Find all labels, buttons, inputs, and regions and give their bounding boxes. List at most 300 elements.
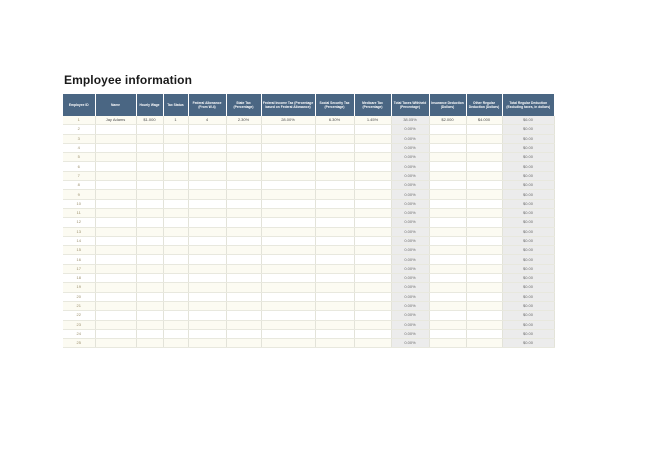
cell-federal-income-tax[interactable] [261, 199, 315, 208]
cell-medicare-tax[interactable] [354, 125, 391, 134]
cell-federal-income-tax[interactable] [261, 320, 315, 329]
cell-total-taxes-withheld[interactable]: 0.00% [391, 199, 429, 208]
cell-social-security-tax[interactable] [315, 218, 354, 227]
cell-other-regular-deduction[interactable] [466, 153, 502, 162]
cell-federal-allowance[interactable] [188, 171, 226, 180]
cell-medicare-tax[interactable] [354, 339, 391, 348]
cell-federal-allowance[interactable] [188, 283, 226, 292]
cell-other-regular-deduction[interactable] [466, 320, 502, 329]
cell-state-tax[interactable]: 2.30% [226, 116, 261, 125]
cell-employee-id[interactable]: 5 [63, 153, 95, 162]
cell-insurance-deduction[interactable] [429, 246, 466, 255]
cell-name[interactable] [95, 208, 136, 217]
cell-federal-income-tax[interactable] [261, 125, 315, 134]
cell-total-taxes-withheld[interactable]: 0.00% [391, 255, 429, 264]
cell-employee-id[interactable]: 3 [63, 134, 95, 143]
cell-social-security-tax[interactable] [315, 143, 354, 152]
cell-employee-id[interactable]: 21 [63, 301, 95, 310]
cell-total-regular-deduction[interactable]: $0.00 [502, 125, 554, 134]
cell-federal-income-tax[interactable] [261, 171, 315, 180]
cell-insurance-deduction[interactable] [429, 153, 466, 162]
cell-federal-allowance[interactable] [188, 218, 226, 227]
cell-tax-status[interactable] [163, 227, 188, 236]
cell-state-tax[interactable] [226, 329, 261, 338]
column-header-total-regular-deduction[interactable]: Total Regular Deduction (Excluding taxes, in dollars) [502, 94, 554, 116]
cell-medicare-tax[interactable] [354, 274, 391, 283]
cell-state-tax[interactable] [226, 283, 261, 292]
cell-state-tax[interactable] [226, 199, 261, 208]
cell-tax-status[interactable] [163, 153, 188, 162]
cell-name[interactable] [95, 292, 136, 301]
cell-total-regular-deduction[interactable]: $0.00 [502, 171, 554, 180]
cell-employee-id[interactable]: 2 [63, 125, 95, 134]
cell-state-tax[interactable] [226, 274, 261, 283]
cell-medicare-tax[interactable] [354, 171, 391, 180]
cell-state-tax[interactable] [226, 311, 261, 320]
cell-total-regular-deduction[interactable]: $0.00 [502, 255, 554, 264]
cell-hourly-wage[interactable] [136, 255, 163, 264]
cell-total-regular-deduction[interactable]: $0.00 [502, 320, 554, 329]
cell-state-tax[interactable] [226, 264, 261, 273]
cell-total-regular-deduction[interactable]: $0.00 [502, 292, 554, 301]
cell-state-tax[interactable] [226, 301, 261, 310]
cell-state-tax[interactable] [226, 218, 261, 227]
cell-social-security-tax[interactable] [315, 236, 354, 245]
column-header-state-tax[interactable]: State Tax (Percentage) [226, 94, 261, 116]
cell-other-regular-deduction[interactable] [466, 199, 502, 208]
cell-medicare-tax[interactable]: 1.45% [354, 116, 391, 125]
cell-other-regular-deduction[interactable] [466, 162, 502, 171]
cell-insurance-deduction[interactable] [429, 181, 466, 190]
cell-state-tax[interactable] [226, 181, 261, 190]
cell-total-regular-deduction[interactable]: $6.00 [502, 116, 554, 125]
cell-federal-income-tax[interactable] [261, 153, 315, 162]
cell-hourly-wage[interactable] [136, 153, 163, 162]
cell-social-security-tax[interactable] [315, 329, 354, 338]
cell-total-regular-deduction[interactable]: $0.00 [502, 208, 554, 217]
cell-other-regular-deduction[interactable] [466, 301, 502, 310]
cell-other-regular-deduction[interactable] [466, 311, 502, 320]
cell-total-taxes-withheld[interactable]: 0.00% [391, 143, 429, 152]
cell-tax-status[interactable] [163, 143, 188, 152]
cell-employee-id[interactable]: 8 [63, 181, 95, 190]
cell-insurance-deduction[interactable] [429, 190, 466, 199]
cell-federal-allowance[interactable] [188, 153, 226, 162]
cell-federal-allowance[interactable] [188, 255, 226, 264]
cell-other-regular-deduction[interactable] [466, 171, 502, 180]
cell-social-security-tax[interactable] [315, 190, 354, 199]
cell-insurance-deduction[interactable] [429, 274, 466, 283]
column-header-social-security-tax[interactable]: Social Security Tax (Percentage) [315, 94, 354, 116]
cell-state-tax[interactable] [226, 227, 261, 236]
cell-federal-income-tax[interactable] [261, 190, 315, 199]
cell-tax-status[interactable] [163, 162, 188, 171]
cell-social-security-tax[interactable] [315, 227, 354, 236]
cell-hourly-wage[interactable] [136, 292, 163, 301]
cell-total-regular-deduction[interactable]: $0.00 [502, 311, 554, 320]
cell-total-regular-deduction[interactable]: $0.00 [502, 301, 554, 310]
cell-total-regular-deduction[interactable]: $0.00 [502, 339, 554, 348]
cell-insurance-deduction[interactable] [429, 264, 466, 273]
cell-total-taxes-withheld[interactable]: 0.00% [391, 292, 429, 301]
cell-other-regular-deduction[interactable]: $4.000 [466, 116, 502, 125]
cell-insurance-deduction[interactable] [429, 255, 466, 264]
cell-total-taxes-withheld[interactable]: 0.00% [391, 134, 429, 143]
cell-social-security-tax[interactable] [315, 199, 354, 208]
cell-name[interactable]: Jay Adams [95, 116, 136, 125]
cell-federal-allowance[interactable] [188, 339, 226, 348]
column-header-total-taxes-withheld[interactable]: Total Taxes Withheld (Percentage) [391, 94, 429, 116]
cell-employee-id[interactable]: 6 [63, 162, 95, 171]
cell-total-taxes-withheld[interactable]: 0.00% [391, 171, 429, 180]
cell-name[interactable] [95, 162, 136, 171]
cell-insurance-deduction[interactable] [429, 283, 466, 292]
cell-hourly-wage[interactable] [136, 301, 163, 310]
cell-social-security-tax[interactable] [315, 153, 354, 162]
cell-other-regular-deduction[interactable] [466, 236, 502, 245]
cell-tax-status[interactable] [163, 255, 188, 264]
cell-hourly-wage[interactable] [136, 227, 163, 236]
cell-federal-allowance[interactable] [188, 264, 226, 273]
cell-federal-income-tax[interactable] [261, 134, 315, 143]
cell-total-regular-deduction[interactable]: $0.00 [502, 134, 554, 143]
cell-medicare-tax[interactable] [354, 283, 391, 292]
cell-total-taxes-withheld[interactable]: 0.00% [391, 283, 429, 292]
cell-social-security-tax[interactable] [315, 311, 354, 320]
cell-insurance-deduction[interactable] [429, 134, 466, 143]
cell-insurance-deduction[interactable] [429, 311, 466, 320]
cell-employee-id[interactable]: 15 [63, 246, 95, 255]
cell-state-tax[interactable] [226, 190, 261, 199]
column-header-insurance-deduction[interactable]: Insurance Deduction (Dollars) [429, 94, 466, 116]
cell-tax-status[interactable] [163, 190, 188, 199]
cell-medicare-tax[interactable] [354, 320, 391, 329]
cell-federal-allowance[interactable] [188, 181, 226, 190]
cell-hourly-wage[interactable] [136, 320, 163, 329]
cell-federal-income-tax[interactable] [261, 264, 315, 273]
cell-other-regular-deduction[interactable] [466, 255, 502, 264]
cell-insurance-deduction[interactable] [429, 329, 466, 338]
cell-social-security-tax[interactable] [315, 162, 354, 171]
cell-state-tax[interactable] [226, 125, 261, 134]
cell-social-security-tax[interactable] [315, 274, 354, 283]
cell-social-security-tax[interactable] [315, 301, 354, 310]
cell-total-regular-deduction[interactable]: $0.00 [502, 264, 554, 273]
cell-employee-id[interactable]: 22 [63, 311, 95, 320]
cell-state-tax[interactable] [226, 246, 261, 255]
cell-total-taxes-withheld[interactable]: 0.00% [391, 311, 429, 320]
cell-insurance-deduction[interactable] [429, 171, 466, 180]
cell-medicare-tax[interactable] [354, 134, 391, 143]
cell-tax-status[interactable] [163, 125, 188, 134]
cell-name[interactable] [95, 283, 136, 292]
cell-name[interactable] [95, 274, 136, 283]
cell-social-security-tax[interactable] [315, 181, 354, 190]
column-header-hourly-wage[interactable]: Hourly Wage [136, 94, 163, 116]
cell-state-tax[interactable] [226, 292, 261, 301]
cell-federal-allowance[interactable] [188, 134, 226, 143]
cell-federal-income-tax[interactable] [261, 227, 315, 236]
cell-other-regular-deduction[interactable] [466, 283, 502, 292]
cell-federal-income-tax[interactable] [261, 339, 315, 348]
column-header-tax-status[interactable]: Tax Status [163, 94, 188, 116]
cell-social-security-tax[interactable] [315, 171, 354, 180]
cell-insurance-deduction[interactable] [429, 236, 466, 245]
cell-medicare-tax[interactable] [354, 311, 391, 320]
cell-social-security-tax[interactable] [315, 255, 354, 264]
cell-total-taxes-withheld[interactable]: 0.00% [391, 236, 429, 245]
cell-state-tax[interactable] [226, 143, 261, 152]
cell-employee-id[interactable]: 24 [63, 329, 95, 338]
cell-state-tax[interactable] [226, 171, 261, 180]
cell-tax-status[interactable] [163, 283, 188, 292]
cell-federal-allowance[interactable] [188, 162, 226, 171]
cell-name[interactable] [95, 171, 136, 180]
cell-employee-id[interactable]: 14 [63, 236, 95, 245]
cell-federal-allowance[interactable]: 4 [188, 116, 226, 125]
cell-medicare-tax[interactable] [354, 143, 391, 152]
cell-name[interactable] [95, 227, 136, 236]
cell-federal-income-tax[interactable] [261, 218, 315, 227]
cell-total-taxes-withheld[interactable]: 0.00% [391, 339, 429, 348]
cell-social-security-tax[interactable] [315, 208, 354, 217]
cell-federal-allowance[interactable] [188, 227, 226, 236]
cell-hourly-wage[interactable] [136, 218, 163, 227]
cell-hourly-wage[interactable] [136, 283, 163, 292]
cell-name[interactable] [95, 255, 136, 264]
cell-total-taxes-withheld[interactable]: 0.00% [391, 246, 429, 255]
cell-federal-allowance[interactable] [188, 301, 226, 310]
cell-total-taxes-withheld[interactable]: 0.00% [391, 329, 429, 338]
cell-medicare-tax[interactable] [354, 227, 391, 236]
cell-total-regular-deduction[interactable]: $0.00 [502, 236, 554, 245]
cell-hourly-wage[interactable] [136, 171, 163, 180]
cell-medicare-tax[interactable] [354, 153, 391, 162]
cell-other-regular-deduction[interactable] [466, 181, 502, 190]
cell-other-regular-deduction[interactable] [466, 143, 502, 152]
cell-hourly-wage[interactable] [136, 208, 163, 217]
cell-tax-status[interactable] [163, 264, 188, 273]
cell-federal-income-tax[interactable]: 28.00% [261, 116, 315, 125]
cell-insurance-deduction[interactable] [429, 339, 466, 348]
cell-total-regular-deduction[interactable]: $0.00 [502, 274, 554, 283]
cell-medicare-tax[interactable] [354, 246, 391, 255]
cell-name[interactable] [95, 246, 136, 255]
cell-hourly-wage[interactable] [136, 199, 163, 208]
cell-federal-income-tax[interactable] [261, 292, 315, 301]
cell-social-security-tax[interactable] [315, 246, 354, 255]
cell-federal-income-tax[interactable] [261, 208, 315, 217]
cell-medicare-tax[interactable] [354, 236, 391, 245]
cell-name[interactable] [95, 125, 136, 134]
cell-federal-income-tax[interactable] [261, 311, 315, 320]
cell-hourly-wage[interactable] [136, 264, 163, 273]
cell-total-taxes-withheld[interactable]: 0.00% [391, 218, 429, 227]
cell-other-regular-deduction[interactable] [466, 227, 502, 236]
cell-medicare-tax[interactable] [354, 162, 391, 171]
cell-tax-status[interactable] [163, 236, 188, 245]
cell-total-taxes-withheld[interactable]: 0.00% [391, 162, 429, 171]
cell-social-security-tax[interactable] [315, 134, 354, 143]
cell-name[interactable] [95, 190, 136, 199]
cell-insurance-deduction[interactable] [429, 218, 466, 227]
cell-total-taxes-withheld[interactable]: 0.00% [391, 301, 429, 310]
cell-medicare-tax[interactable] [354, 329, 391, 338]
cell-name[interactable] [95, 153, 136, 162]
cell-total-taxes-withheld[interactable]: 0.00% [391, 153, 429, 162]
cell-total-taxes-withheld[interactable]: 0.00% [391, 181, 429, 190]
cell-federal-allowance[interactable] [188, 329, 226, 338]
cell-federal-income-tax[interactable] [261, 329, 315, 338]
cell-name[interactable] [95, 339, 136, 348]
cell-tax-status[interactable] [163, 171, 188, 180]
cell-insurance-deduction[interactable] [429, 320, 466, 329]
cell-name[interactable] [95, 181, 136, 190]
cell-state-tax[interactable] [226, 208, 261, 217]
cell-federal-allowance[interactable] [188, 274, 226, 283]
cell-insurance-deduction[interactable] [429, 301, 466, 310]
cell-federal-allowance[interactable] [188, 190, 226, 199]
column-header-employee-id[interactable]: Employee ID [63, 94, 95, 116]
cell-federal-allowance[interactable] [188, 208, 226, 217]
cell-name[interactable] [95, 311, 136, 320]
cell-name[interactable] [95, 236, 136, 245]
cell-name[interactable] [95, 134, 136, 143]
cell-federal-income-tax[interactable] [261, 246, 315, 255]
cell-insurance-deduction[interactable] [429, 292, 466, 301]
cell-social-security-tax[interactable] [315, 339, 354, 348]
cell-employee-id[interactable]: 4 [63, 143, 95, 152]
cell-employee-id[interactable]: 11 [63, 208, 95, 217]
cell-federal-income-tax[interactable] [261, 283, 315, 292]
cell-total-taxes-withheld[interactable]: 0.00% [391, 125, 429, 134]
cell-total-regular-deduction[interactable]: $0.00 [502, 190, 554, 199]
cell-total-regular-deduction[interactable]: $0.00 [502, 162, 554, 171]
cell-social-security-tax[interactable] [315, 264, 354, 273]
cell-tax-status[interactable] [163, 292, 188, 301]
cell-total-taxes-withheld[interactable]: 0.00% [391, 190, 429, 199]
cell-other-regular-deduction[interactable] [466, 292, 502, 301]
cell-medicare-tax[interactable] [354, 199, 391, 208]
cell-state-tax[interactable] [226, 320, 261, 329]
cell-tax-status[interactable] [163, 320, 188, 329]
cell-employee-id[interactable]: 16 [63, 255, 95, 264]
cell-employee-id[interactable]: 18 [63, 274, 95, 283]
cell-insurance-deduction[interactable] [429, 143, 466, 152]
cell-other-regular-deduction[interactable] [466, 190, 502, 199]
cell-employee-id[interactable]: 9 [63, 190, 95, 199]
cell-tax-status[interactable] [163, 134, 188, 143]
cell-other-regular-deduction[interactable] [466, 339, 502, 348]
column-header-federal-income-tax[interactable]: Federal Income Tax (Percentage based on Federal Allowance) [261, 94, 315, 116]
cell-hourly-wage[interactable] [136, 190, 163, 199]
cell-federal-allowance[interactable] [188, 246, 226, 255]
cell-hourly-wage[interactable] [136, 246, 163, 255]
cell-name[interactable] [95, 199, 136, 208]
cell-other-regular-deduction[interactable] [466, 208, 502, 217]
cell-employee-id[interactable]: 25 [63, 339, 95, 348]
cell-total-taxes-withheld[interactable]: 0.00% [391, 264, 429, 273]
cell-federal-allowance[interactable] [188, 199, 226, 208]
cell-insurance-deduction[interactable] [429, 208, 466, 217]
cell-medicare-tax[interactable] [354, 190, 391, 199]
cell-tax-status[interactable] [163, 208, 188, 217]
cell-state-tax[interactable] [226, 134, 261, 143]
cell-other-regular-deduction[interactable] [466, 134, 502, 143]
cell-social-security-tax[interactable]: 6.30% [315, 116, 354, 125]
cell-other-regular-deduction[interactable] [466, 125, 502, 134]
cell-employee-id[interactable]: 10 [63, 199, 95, 208]
cell-federal-allowance[interactable] [188, 236, 226, 245]
cell-employee-id[interactable]: 20 [63, 292, 95, 301]
column-header-other-regular-deduction[interactable]: Other Regular Deduction (Dollars) [466, 94, 502, 116]
cell-insurance-deduction[interactable] [429, 125, 466, 134]
cell-federal-income-tax[interactable] [261, 274, 315, 283]
cell-federal-income-tax[interactable] [261, 255, 315, 264]
cell-total-regular-deduction[interactable]: $0.00 [502, 246, 554, 255]
cell-medicare-tax[interactable] [354, 181, 391, 190]
cell-medicare-tax[interactable] [354, 255, 391, 264]
column-header-federal-allowance[interactable]: Federal Allowance (From W-4) [188, 94, 226, 116]
cell-other-regular-deduction[interactable] [466, 246, 502, 255]
cell-other-regular-deduction[interactable] [466, 274, 502, 283]
cell-federal-allowance[interactable] [188, 292, 226, 301]
cell-tax-status[interactable] [163, 301, 188, 310]
cell-social-security-tax[interactable] [315, 125, 354, 134]
cell-name[interactable] [95, 320, 136, 329]
cell-name[interactable] [95, 264, 136, 273]
cell-social-security-tax[interactable] [315, 320, 354, 329]
cell-state-tax[interactable] [226, 162, 261, 171]
cell-state-tax[interactable] [226, 339, 261, 348]
cell-federal-allowance[interactable] [188, 143, 226, 152]
cell-tax-status[interactable] [163, 181, 188, 190]
cell-other-regular-deduction[interactable] [466, 329, 502, 338]
cell-employee-id[interactable]: 1 [63, 116, 95, 125]
cell-employee-id[interactable]: 23 [63, 320, 95, 329]
cell-total-regular-deduction[interactable]: $0.00 [502, 181, 554, 190]
cell-state-tax[interactable] [226, 153, 261, 162]
cell-tax-status[interactable] [163, 339, 188, 348]
cell-total-taxes-withheld[interactable]: 0.00% [391, 274, 429, 283]
cell-hourly-wage[interactable] [136, 274, 163, 283]
cell-tax-status[interactable]: 1 [163, 116, 188, 125]
cell-medicare-tax[interactable] [354, 264, 391, 273]
cell-name[interactable] [95, 143, 136, 152]
cell-social-security-tax[interactable] [315, 283, 354, 292]
cell-total-regular-deduction[interactable]: $0.00 [502, 199, 554, 208]
cell-hourly-wage[interactable] [136, 125, 163, 134]
cell-hourly-wage[interactable] [136, 329, 163, 338]
cell-employee-id[interactable]: 12 [63, 218, 95, 227]
cell-hourly-wage[interactable] [136, 162, 163, 171]
cell-total-taxes-withheld[interactable]: 0.00% [391, 320, 429, 329]
cell-name[interactable] [95, 329, 136, 338]
cell-medicare-tax[interactable] [354, 218, 391, 227]
cell-name[interactable] [95, 301, 136, 310]
cell-total-taxes-withheld[interactable]: 0.00% [391, 227, 429, 236]
cell-total-regular-deduction[interactable]: $0.00 [502, 283, 554, 292]
cell-total-regular-deduction[interactable]: $0.00 [502, 329, 554, 338]
cell-hourly-wage[interactable] [136, 311, 163, 320]
cell-insurance-deduction[interactable] [429, 162, 466, 171]
cell-hourly-wage[interactable]: $1.000 [136, 116, 163, 125]
cell-federal-income-tax[interactable] [261, 162, 315, 171]
cell-tax-status[interactable] [163, 329, 188, 338]
cell-tax-status[interactable] [163, 199, 188, 208]
cell-other-regular-deduction[interactable] [466, 264, 502, 273]
column-header-name[interactable]: Name [95, 94, 136, 116]
